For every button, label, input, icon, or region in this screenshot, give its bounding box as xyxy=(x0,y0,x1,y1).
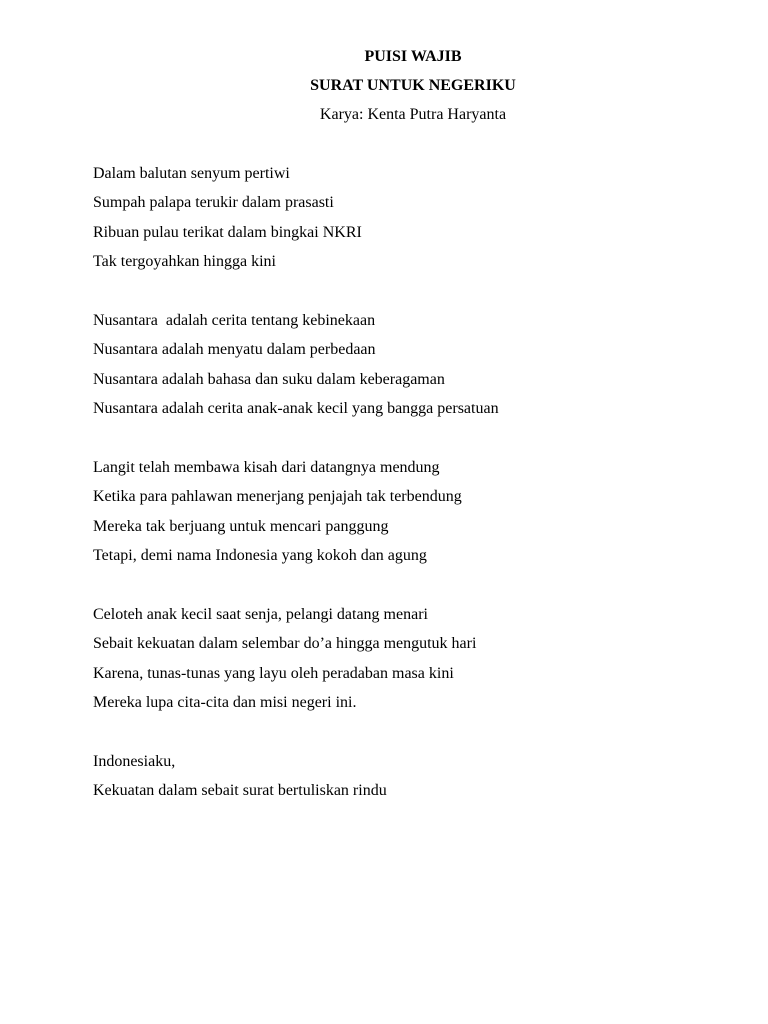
poem-line: Nusantara adalah bahasa dan suku dalam keberagaman xyxy=(93,370,445,388)
poem-author: Karya: Kenta Putra Haryanta xyxy=(319,106,507,123)
poem-line: Karena, tunas-tunas yang layu oleh peradaban masa kini xyxy=(93,664,454,682)
poem-line: Mereka lupa cita-cita dan misi negeri ini. xyxy=(93,694,357,712)
stanza-4 xyxy=(93,600,713,718)
poem-line: Langit telah membawa kisah dari datangnya mendung xyxy=(93,458,440,476)
poem-line: Nusantara adalah cerita anak-anak kecil yang bangga persatuan xyxy=(93,400,499,418)
poem-line: Nusantara adalah cerita tentang kebinekaan xyxy=(93,311,376,329)
poem-line: Ribuan pulau terikat dalam bingkai NKRI xyxy=(93,223,362,241)
poem-line: Tak tergoyahkan hingga kini xyxy=(93,253,276,271)
poem-line: Ketika para pahlawan menerjang penjajah tak terbendung xyxy=(93,488,462,506)
stanza-5 xyxy=(93,747,713,806)
poem-line: Tetapi, demi nama Indonesia yang kokoh dan agung xyxy=(93,547,427,565)
poem-title: SURAT UNTUK NEGERIKU xyxy=(310,77,516,94)
stanza-1 xyxy=(93,159,713,277)
poem-line: Dalam balutan senyum pertiwi xyxy=(93,165,290,182)
stanza-2 xyxy=(93,306,713,424)
poem-category: PUISI WAJIB xyxy=(364,48,462,65)
poem-line: Kekuatan dalam sebait surat bertuliskan rindu xyxy=(93,782,387,800)
stanza-3 xyxy=(93,453,713,571)
poem-line: Celoteh anak kecil saat senja, pelangi datang menari xyxy=(93,605,428,623)
poem-line: Nusantara adalah menyatu dalam perbedaan xyxy=(93,341,376,359)
poem-line: Sumpah palapa terukir dalam prasasti xyxy=(93,194,334,212)
poem-line: Indonesiaku, xyxy=(93,752,176,770)
poem-line: Sebait kekuatan dalam selembar do’a hingga mengutuk hari xyxy=(93,635,477,653)
poem-line: Mereka tak berjuang untuk mencari panggung xyxy=(93,517,389,535)
poem-body xyxy=(93,159,713,835)
poem-header xyxy=(0,42,768,129)
